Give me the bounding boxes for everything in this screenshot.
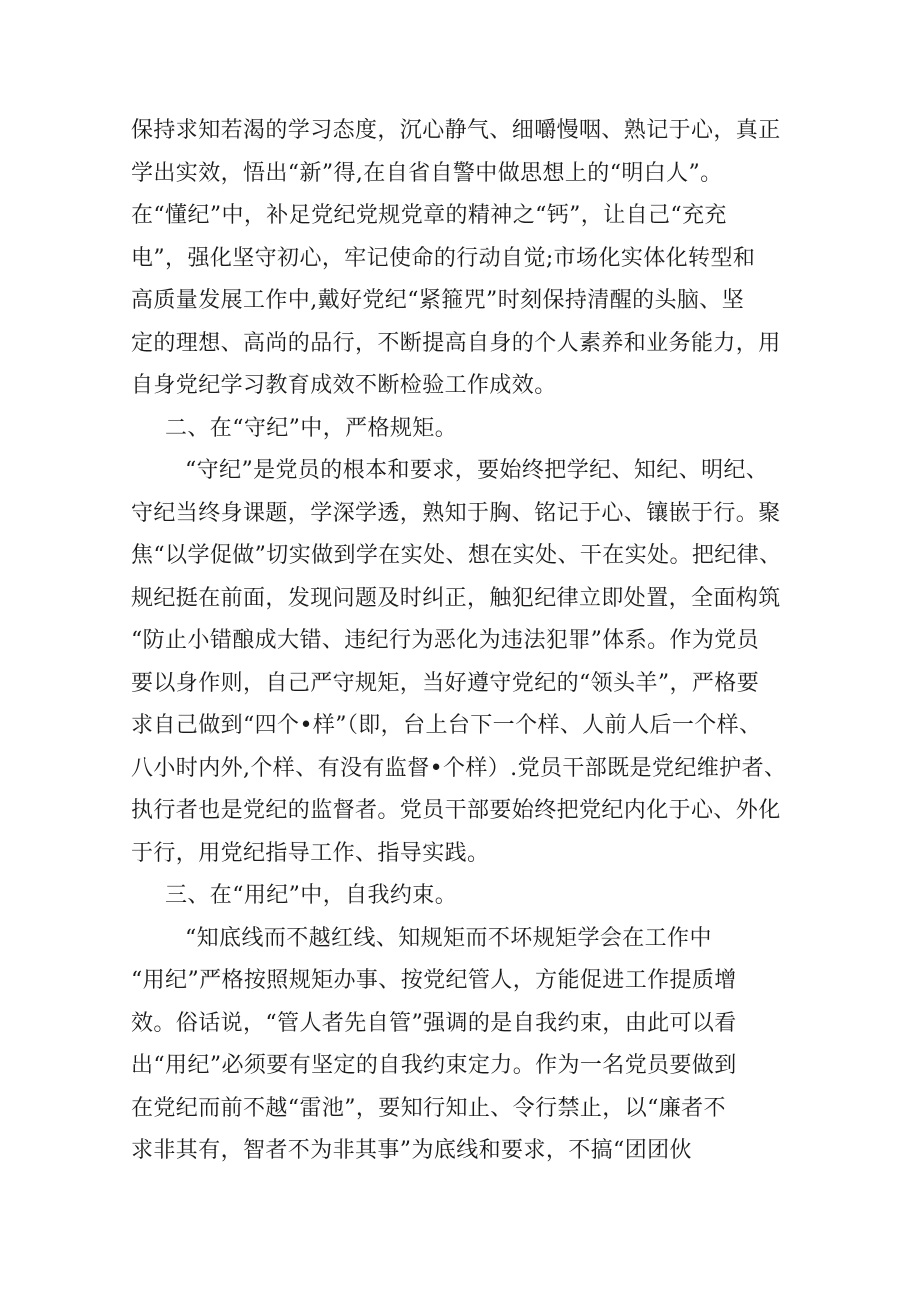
text-line: 在党纪而前不越“雷池”，要知行知止、令行禁止，以“廉者不	[131, 1095, 726, 1121]
text-line: 规纪挺在前面，发现问题及时纠正，触犯纪律立即处置，全面构筑	[131, 585, 781, 611]
text-line: 焦“以学促做”切实做到学在实处、想在实处、干在实处。把纪律、	[131, 543, 782, 568]
text-line: 电”，强化坚守初心，牢记使命的行动自觉;市场化实体化转型和	[131, 245, 756, 271]
text-line: 自身党纪学习教育成效不断检验工作成效。	[131, 373, 557, 398]
text-line: 求自己做到“四个•样”（即，台上台下一个样、人前人后一个样、	[131, 713, 762, 738]
text-line: 要以身作则，自己严守规矩，当好遵守党纪的“领头羊”，严格要	[131, 670, 760, 696]
text-line: 八小时内外,个样、有没有监督•个样）.党员干部既是党纪维护者、	[131, 755, 787, 781]
text-line: 学出实效，悟出“新”得,在自省自警中做思想上的“明白人”。	[131, 160, 723, 186]
text-line: “防止小错酿成大错、违纪行为恶化为违法犯罪”体系。作为党员	[131, 628, 760, 653]
section-heading: 三、在“用纪”中，自我约束。	[165, 883, 458, 908]
text-line: 求非其有，智者不为非其事”为底线和要求，不搞“团团伙	[131, 1138, 692, 1163]
text-line: “守纪”是党员的根本和要求，要始终把学纪、知纪、明纪、	[185, 458, 769, 483]
text-line: 出“用纪”必须要有坚定的自我约束定力。作为一名党员要做到	[131, 1053, 737, 1078]
text-line: 执行者也是党纪的监督者。党员干部要始终把党纪内化于心、外化	[131, 798, 781, 823]
text-line: 效。俗话说，“管人者先自管”强调的是自我约束，由此可以看	[131, 1010, 737, 1036]
text-line: 于行，用党纪指导工作、指导实践。	[131, 840, 490, 866]
text-line: 定的理想、高尚的品行，不断提高自身的个人素养和业务能力，用	[131, 330, 781, 356]
text-line: 高质量发展工作中,戴好党纪“紧箍咒”时刻保持清醒的头脑、坚	[131, 288, 745, 313]
document-body	[131, 110, 801, 1173]
section-heading: 二、在“守纪”中，严格规矩。	[165, 415, 458, 441]
text-line: 保持求知若渴的学习态度，沉心静气、细嚼慢咽、熟记于心，真正	[131, 118, 781, 143]
text-line: 在“懂纪”中，补足党纪党规党章的精神之“钙”，让自己“充充	[131, 203, 727, 228]
text-line: “知底线而不越红线、知规矩而不坏规矩学会在工作中	[185, 925, 712, 951]
text-line: 守纪当终身课题，学深学透，熟知于胸、铭记于心、镶嵌于行。聚	[131, 500, 781, 526]
text-line: “用纪”严格按照规矩办事、按党纪管人，方能促进工作提质增	[131, 968, 737, 993]
